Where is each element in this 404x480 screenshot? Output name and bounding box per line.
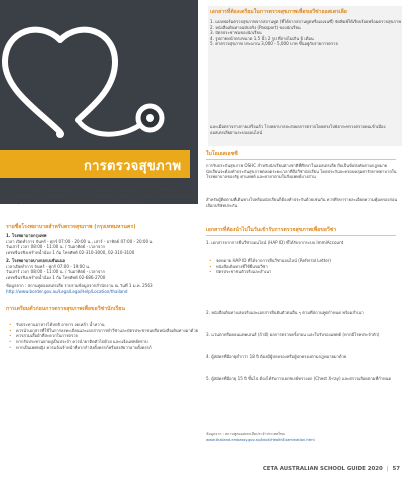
list-item: • จดหมาย HAP ID ที่ได้จากการยื่นวีซ่าออนไลน์ (Referral Letter) — [206, 258, 398, 264]
divider — [206, 235, 396, 236]
source-link[interactable]: www.thailand.embassy.gov.au/bkok/HealthExamination.html — [206, 438, 315, 442]
hero-title: การตรวจสุขภาพ — [84, 159, 182, 174]
list-item: 5. ค่าตรวจสุขภาพ ประมาณ 3,000 - 5,000 บาท ขึ้นอยู่กับรายการตรวจ — [210, 41, 338, 47]
list-item: 1. แบบฟอร์มตรวจสุขภาพจากสถานทูต (ที่ได้จากสถานทูตหรือเอเจนซี่) จัดพิมพ์ให้เรียบร้อยพร้อมตรวจสุขภาพ — [210, 19, 401, 24]
hospital-source: ข้อมูลจาก : สถานทูตออสเตรเลีย รวบรวมข้อมูลจากสำนักงาน ณ วันที่ 1 ม.ค. 2563 — [6, 283, 153, 288]
hospital-list-heading: รายชื่อโรงพยาบาลสำหรับตรวจสุขภาพ (กรุงเทพมหานคร) — [6, 224, 136, 230]
hospital-source-link[interactable]: http://www.border.gov.au/Lega/Lega/Help/Location/thailand — [6, 289, 128, 294]
insurance-title: ใบโอเอสเอชซี — [206, 151, 238, 157]
hospital-line: วันเสาร์ เวลา 08:00 - 11:00 น. / วันอาทิตย์ - เวลาจาก — [6, 244, 106, 249]
process-paragraph: 5. ผู้สมัครที่มีอายุ 15 ปี ขึ้นไป ต้องได้รับการเอกซเรย์ทรวงอก (Chest X-ray) และตรวจเลือดตามที่กำหนด — [206, 376, 392, 381]
source-note: ข้อมูลจาก : สถานทูตออสเตรเลียประจำประเทศไทย — [206, 432, 285, 436]
list-item: 2. หนังสือเดินทางฉบับจริง (Passport) ของนักเรียน — [210, 24, 301, 30]
process-paragraph: 4. ผู้สมัครที่มีอายุต่ำกว่า 18 ปี ต้องมีผู้ปกครองหรือผู้ปกครองตามกฎหมายมาด้วย — [206, 354, 347, 359]
hero-image — [0, 0, 198, 204]
process-paragraph: 2. หนังสือเดินทางเล่มจริงและเอกสารยืนยันตัวตนอื่น ๆ ตามที่สถานทูตกำหนด พร้อมสำเนา — [206, 310, 364, 315]
prep-list — [6, 322, 200, 351]
list-item: • หนังสือเดินทางที่ใช้ยื่นขอวีซ่า — [206, 264, 398, 270]
process-list — [206, 258, 398, 275]
insurance-paragraph: การรับประกันสุขภาพ OSHC สำหรับนักเรียนต่างชาติที่ศึกษาในออสเตรเลีย ถือเป็นข้อบังคับตามกฎหมาย นักเรียนจะต้องทำประกันสุขภาพตลอดระยะเวลาที่ถือวีซ่านักเรียน โดยประกันจะครอบคลุมค่ารักษาพยาบาลในโรงพยาบาลของรัฐ ค่าแพทย์ และค่ายาตามใบสั่งแพทย์บางส่วน — [206, 163, 397, 180]
hospital-line: เวลาเปิดทำการ จันทร์ - ศุกร์ 07:00 - 19:00 น. — [6, 263, 91, 269]
page-footer — [263, 466, 400, 472]
doc-list — [210, 19, 402, 47]
hospital-line: เหรทจีนรชิงเชรำหน้ำน้อง 1 ก้ม โทรศัพท์ 02-686-2700 — [6, 274, 106, 280]
right-column — [204, 0, 400, 480]
hospital-item — [6, 233, 198, 255]
list-item: • ควรสวมเสื้อผ้าที่สะดวกในการตรวจ — [6, 333, 200, 339]
doc-box — [208, 6, 402, 146]
list-item: • บัตรประชาชนตัวจริงและสำเนา — [206, 269, 398, 275]
footer-label: CETA AUSTRALIAN SCHOOL GUIDE 2020 — [262, 466, 383, 472]
hospital-line: เหรทจีนรชิงเชรำหน้ำน้อง 1 ก้ม โทรศัพท์ 02-310-3000, 02-310-3100 — [6, 249, 135, 255]
list-item: 3. บัตรประชาชนของนักเรียน — [210, 30, 262, 36]
doc-title: เอกสารที่ต้องเตรียมในการตรวจสุขภาพเพื่อขอวีซ่าออสเตรเลีย — [210, 9, 347, 15]
hospital-line: เวลา เปิดทำการ จันทร์ - ศุกร์ 07:00 - 20:00 น., เสาร์ - อาทิตย์ 07:00 - 20:00 น. — [6, 238, 154, 244]
insurance-paragraph: สำหรับผู้ติดตามที่เดินทางไปพร้อมนักเรียนก็ต้องทำประกันด้วยเช่นกัน ควรศึกษารายละเอียดความคุ้มครองก่อนเลือกบริษัทประกัน — [206, 197, 398, 208]
hospital-item — [6, 258, 198, 280]
list-item: 4. รูปถ่ายหน้าตรงขนาด 1.5 นิ้ว 2 รูป ที่ถ่ายไม่เกิน 6 เดือน — [210, 35, 314, 41]
hospital-line: วันเสาร์ เวลา 08:00 - 11:00 น. / วันอาทิตย์ - เวลาจาก — [6, 269, 106, 274]
prep-heading: การเตรียมตัวก่อนการตรวจสุขภาพเพื่อขอวีซ่านักเรียน — [6, 306, 125, 312]
process-lead: 1. เอกสารจากการยื่นวีซ่าออนไลน์ (HAP ID) ที่ได้รับจากระบบ ImmiAccount — [206, 240, 344, 245]
list-item: • รับประทานอาหารได้ปกติ อาหาร งดเหล้า น้ำหวาน — [6, 322, 200, 328]
page-number: 57 — [392, 466, 400, 472]
list-item: • หากรับประทานยาอยู่เป็นประจำ ควรนำยาติดตัวไปด้วย และแจ้งแพทย์ทราบ — [6, 339, 200, 345]
intro-paragraph: หลังจากที่นักเรียนมาเรียนอยู่ที่ออสเตรเลีย เป็นการดูแลสุขภาพที่ต้องคาดการณ์ไว้ คลินิกที่สะดวกแก่นักเรียนและนักศึกษาแต่ละคน มีระบบประกันสุขภาพที่รองรับ คือ OSHC ตามหลักการ นักเรียนสามารถตรวจสุขภาพโดยใช้บริการของคลินิกหรือโรงพยาบาลทั่วไปได้ตามที่กำหนด — [6, 188, 194, 206]
doc-note: และเมื่อตรวจร่างกายเสร็จแล้ว โรงพยาบาลจะส่งผลการตรวจโดยตรงไปยังกระทรวงตรวจคนเข้าเมืองออสเตรเลียผ่านระบบออนไลน์ — [210, 124, 386, 135]
process-paragraph: 3. แว่นตาหรือคอนแทคเลนส์ (ถ้ามี) ผลการตรวจครั้งก่อน และใบรับรองแพทย์ (หากมีโรคประจำตัว) — [206, 332, 380, 337]
list-item: • ควรนำเอกสารที่ใช้ในการลงทะเบียนและเอกสารการทำวีซ่าและบัตรประชาชนหรือหนังสือเดินทางมาด้วย — [6, 328, 200, 334]
hospital-name: 2. โรงพยาบาลบางกอกเนชั่นแนล — [6, 258, 66, 263]
footer-separator: | — [386, 466, 389, 472]
list-item: • หากเป็นเพศหญิง ควรแจ้งเจ้าหน้าที่หากกำลังตั้งครรภ์หรือสงสัยว่าอาจตั้งครรภ์ — [6, 345, 200, 351]
hospital-name: 1. โรงพยาบาลกรุงเทพ — [6, 233, 47, 238]
process-title: เอกสารที่ต้องนำไปในวันเข้ารับการตรวจสุขภาพเพื่อขอวีซ่า — [206, 227, 337, 233]
hero-title-banner — [0, 150, 190, 178]
divider — [206, 159, 396, 160]
